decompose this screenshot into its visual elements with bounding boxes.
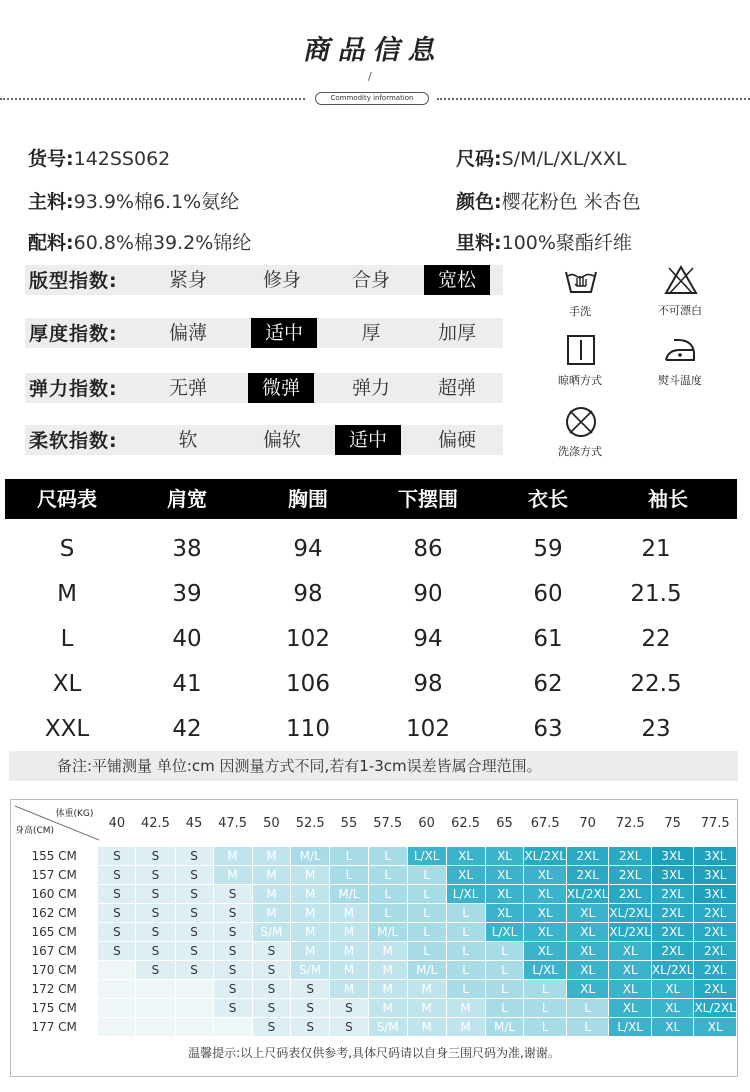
size-value-cell: 106	[286, 671, 330, 697]
grid-size-cell	[98, 980, 136, 999]
weight-header-cell: 60	[407, 800, 446, 847]
size-value-cell: 62	[533, 671, 563, 697]
grid-size-cell: M	[330, 904, 368, 923]
grid-size-cell: XL	[566, 923, 609, 942]
hand-wash-icon	[563, 262, 599, 298]
grid-size-cell	[136, 999, 175, 1018]
grid-size-cell: M	[252, 885, 291, 904]
index-option-selected: 宽松	[424, 265, 490, 295]
grid-size-cell: XL	[485, 904, 524, 923]
size-value-cell: 41	[172, 671, 202, 697]
info-size: 尺码:S/M/L/XL/XXL	[456, 148, 627, 170]
size-header-cell: 肩宽	[167, 487, 207, 511]
grid-size-cell: L	[485, 999, 524, 1018]
size-value-cell: 21.5	[630, 581, 682, 607]
size-value-cell: 102	[406, 716, 450, 742]
grid-size-cell: M	[330, 942, 368, 961]
grid-size-cell: S	[252, 961, 291, 980]
grid-row	[11, 961, 737, 980]
height-header-cell: 157 CM	[11, 866, 98, 885]
height-header-cell: 160 CM	[11, 885, 98, 904]
height-axis-label: 身高(CM)	[15, 826, 55, 836]
weight-header-cell: 45	[175, 800, 213, 847]
grid-size-cell: 2XL	[609, 885, 652, 904]
info-color: 颜色:樱花粉色 米杏色	[456, 191, 641, 213]
grid-size-cell: XL	[446, 847, 485, 866]
grid-size-cell: 2XL	[694, 961, 737, 980]
size-value-cell: 40	[172, 626, 202, 652]
weight-header-cell: 42.5	[136, 800, 175, 847]
grid-size-cell: L	[446, 980, 485, 999]
grid-size-cell: M/L	[368, 923, 407, 942]
grid-size-cell: XL	[609, 961, 652, 980]
grid-size-cell: S	[213, 961, 252, 980]
grid-size-cell: L	[485, 961, 524, 980]
grid-size-cell: M	[368, 980, 407, 999]
care-label-no-bleach: 不可漂白	[658, 304, 702, 317]
grid-size-cell: L	[368, 847, 407, 866]
grid-size-cell: 2XL	[651, 904, 694, 923]
grid-size-cell: S	[213, 904, 252, 923]
grid-size-cell: XL/2XL	[609, 904, 652, 923]
index-option: 加厚	[437, 322, 476, 344]
info-trim-material: 配料:60.8%棉39.2%锦纶	[28, 232, 252, 254]
grid-size-cell: XL	[566, 904, 609, 923]
weight-header-cell: 55	[330, 800, 368, 847]
grid-size-cell: M	[213, 847, 252, 866]
grid-size-cell	[98, 961, 136, 980]
index-row-thickness: 厚度指数: 偏薄 适中 厚 加厚	[25, 318, 503, 348]
grid-size-cell: S	[175, 904, 213, 923]
grid-size-cell: 2XL	[694, 980, 737, 999]
grid-size-cell: S	[330, 1018, 368, 1037]
size-value-cell: 110	[286, 716, 330, 742]
grid-size-cell: S/M	[252, 923, 291, 942]
grid-corner-cell	[11, 800, 98, 847]
grid-size-cell: M	[407, 999, 446, 1018]
grid-size-cell: XL	[566, 942, 609, 961]
grid-size-cell: S	[136, 904, 175, 923]
grid-size-cell: 3XL	[651, 866, 694, 885]
grid-size-cell: L	[446, 942, 485, 961]
grid-size-cell: 2XL	[609, 866, 652, 885]
grid-size-cell: M/L	[330, 885, 368, 904]
grid-size-cell: XL/2XL	[524, 847, 567, 866]
size-header-cell: 胸围	[288, 487, 328, 511]
grid-size-cell: M	[252, 866, 291, 885]
grid-size-cell: L/XL	[485, 923, 524, 942]
height-header-cell: 165 CM	[11, 923, 98, 942]
weight-header-cell: 65	[485, 800, 524, 847]
grid-size-cell: 2XL	[694, 923, 737, 942]
size-value-cell: 23	[641, 716, 671, 742]
index-option: 软	[178, 429, 198, 451]
size-header-cell: 袖长	[648, 487, 688, 511]
grid-row	[11, 942, 737, 961]
grid-size-cell: S	[175, 961, 213, 980]
height-header-cell: 175 CM	[11, 999, 98, 1018]
care-label-hand-wash: 手洗	[569, 305, 591, 318]
size-recommendation-grid	[10, 799, 738, 1077]
dry-method-icon	[563, 332, 599, 368]
grid-size-cell: M	[368, 942, 407, 961]
grid-size-cell: 2XL	[694, 942, 737, 961]
grid-row	[11, 847, 737, 866]
size-label-cell: XXL	[44, 716, 90, 742]
size-value-cell: 63	[533, 716, 563, 742]
grid-size-cell: 2XL	[651, 923, 694, 942]
grid-size-cell: S	[136, 942, 175, 961]
grid-size-cell: S	[213, 885, 252, 904]
size-value-cell: 59	[533, 536, 563, 562]
grid-size-cell: XL	[485, 847, 524, 866]
grid-size-cell: 3XL	[694, 866, 737, 885]
grid-size-cell: XL	[485, 866, 524, 885]
size-value-cell: 98	[413, 671, 443, 697]
size-label-cell: XL	[52, 671, 82, 697]
grid-size-cell: 3XL	[651, 847, 694, 866]
grid-size-cell: XL	[524, 923, 567, 942]
size-value-cell: 102	[286, 626, 330, 652]
size-label-cell: S	[59, 536, 75, 562]
index-option: 偏软	[262, 429, 301, 451]
grid-size-cell: S	[136, 961, 175, 980]
weight-header-cell: 62.5	[446, 800, 485, 847]
height-header-cell: 155 CM	[11, 847, 98, 866]
index-option-selected: 微弹	[248, 373, 314, 403]
grid-size-cell: M	[291, 942, 330, 961]
height-header-cell: 162 CM	[11, 904, 98, 923]
grid-row	[11, 999, 737, 1018]
grid-row	[11, 885, 737, 904]
grid-size-cell: M	[368, 999, 407, 1018]
grid-size-cell: XL	[651, 999, 694, 1018]
grid-size-cell: S	[136, 923, 175, 942]
grid-size-cell: XL	[609, 999, 652, 1018]
weight-header-cell: 75	[651, 800, 694, 847]
index-option: 修身	[262, 269, 301, 291]
grid-size-cell: L	[485, 980, 524, 999]
index-row-softness: 柔软指数: 软 偏软 适中 偏硬	[25, 425, 503, 455]
grid-size-cell: S	[291, 980, 330, 999]
grid-size-cell: XL	[485, 885, 524, 904]
grid-size-cell	[98, 999, 136, 1018]
index-row-fit: 版型指数: 紧身 修身 合身 宽松	[25, 265, 503, 295]
grid-size-cell: XL	[651, 1018, 694, 1037]
weight-header-cell: 72.5	[609, 800, 652, 847]
grid-size-cell: XL	[566, 961, 609, 980]
grid-size-cell: S	[175, 923, 213, 942]
grid-size-cell: 2XL	[694, 904, 737, 923]
grid-size-cell: M	[446, 999, 485, 1018]
grid-size-cell: L	[446, 961, 485, 980]
grid-size-cell: L	[566, 1018, 609, 1037]
grid-size-cell: L	[485, 942, 524, 961]
grid-size-cell: S/M	[368, 1018, 407, 1037]
grid-row	[11, 866, 737, 885]
size-value-cell: 60	[533, 581, 563, 607]
weight-header-cell: 40	[98, 800, 136, 847]
grid-size-cell: XL/2XL	[694, 999, 737, 1018]
weight-header-cell: 47.5	[213, 800, 252, 847]
size-header-cell: 下摆围	[398, 487, 458, 511]
grid-size-cell: L	[407, 923, 446, 942]
grid-size-cell	[136, 1018, 175, 1037]
grid-size-cell: M	[252, 904, 291, 923]
height-header-cell: 172 CM	[11, 980, 98, 999]
grid-size-cell: 2XL	[609, 847, 652, 866]
size-value-cell: 61	[533, 626, 563, 652]
grid-size-cell: S	[136, 885, 175, 904]
weight-header-cell: 57.5	[368, 800, 407, 847]
page-title: 商品信息	[301, 35, 448, 66]
grid-size-cell: XL/2XL	[566, 885, 609, 904]
grid-size-cell: 2XL	[566, 866, 609, 885]
grid-size-cell: M	[330, 923, 368, 942]
grid-size-cell: L/XL	[609, 1018, 652, 1037]
size-value-cell: 22.5	[630, 671, 682, 697]
divider-left	[0, 98, 305, 100]
iron-temp-icon	[662, 332, 698, 368]
grid-size-cell: 2XL	[651, 885, 694, 904]
grid-size-cell: M	[291, 866, 330, 885]
grid-size-cell: S	[175, 866, 213, 885]
size-value-cell: 22	[641, 626, 671, 652]
grid-size-cell: 2XL	[566, 847, 609, 866]
index-option-selected: 适中	[251, 318, 317, 348]
grid-size-cell: XL	[524, 866, 567, 885]
grid-size-cell: L	[407, 885, 446, 904]
grid-size-cell: XL	[524, 942, 567, 961]
size-value-cell: 86	[413, 536, 443, 562]
weight-header-cell: 50	[252, 800, 291, 847]
wash-method-icon	[563, 404, 599, 440]
grid-size-cell: M	[213, 866, 252, 885]
title-slash: /	[368, 70, 372, 83]
height-header-cell: 177 CM	[11, 1018, 98, 1037]
grid-size-cell: XL	[524, 904, 567, 923]
grid-size-cell: S	[98, 923, 136, 942]
grid-size-cell: L	[407, 904, 446, 923]
grid-size-cell: S	[213, 923, 252, 942]
grid-size-cell: M	[291, 923, 330, 942]
size-value-cell: 42	[172, 716, 202, 742]
grid-size-cell	[175, 980, 213, 999]
info-item-no: 货号:142SS062	[28, 148, 171, 170]
grid-size-cell: M	[368, 961, 407, 980]
grid-size-cell: L	[524, 980, 567, 999]
grid-row	[11, 923, 737, 942]
grid-size-cell: S	[136, 866, 175, 885]
index-option: 紧身	[168, 269, 207, 291]
grid-size-cell	[136, 980, 175, 999]
grid-row	[11, 1018, 737, 1037]
grid-size-cell: L	[407, 866, 446, 885]
size-header-cell: 衣长	[528, 487, 568, 511]
grid-size-cell: 3XL	[694, 847, 737, 866]
grid-size-cell	[175, 999, 213, 1018]
grid-size-cell: S/M	[291, 961, 330, 980]
grid-size-cell: L	[330, 847, 368, 866]
size-value-cell: 98	[293, 581, 323, 607]
grid-size-cell: S	[291, 999, 330, 1018]
grid-size-cell: S	[213, 942, 252, 961]
grid-size-cell: L/XL	[407, 847, 446, 866]
grid-size-cell: M	[330, 961, 368, 980]
grid-size-cell: S	[213, 980, 252, 999]
index-option-selected: 适中	[335, 425, 401, 455]
grid-size-cell: S	[98, 866, 136, 885]
grid-size-cell: L	[524, 999, 567, 1018]
grid-size-cell: S	[98, 942, 136, 961]
grid-size-cell: L	[368, 866, 407, 885]
grid-size-cell: L	[446, 904, 485, 923]
size-value-cell: 38	[172, 536, 202, 562]
size-value-cell: 94	[413, 626, 443, 652]
grid-size-cell	[213, 1018, 252, 1037]
grid-size-cell	[175, 1018, 213, 1037]
grid-size-cell: XL	[524, 885, 567, 904]
size-label-cell: M	[57, 581, 77, 607]
grid-size-cell: L	[446, 923, 485, 942]
grid-size-cell: 2XL	[651, 942, 694, 961]
size-label-cell: L	[60, 626, 74, 652]
grid-size-cell: XL/2XL	[651, 961, 694, 980]
size-value-cell: 21	[641, 536, 671, 562]
size-note: 备注:平铺测量 单位:cm 因测量方式不同,若有1-3cm误差皆属合理范围。	[9, 751, 738, 781]
index-option: 偏硬	[437, 429, 476, 451]
grid-size-cell: S	[330, 999, 368, 1018]
grid-size-cell: S	[136, 847, 175, 866]
grid-size-cell: 3XL	[694, 885, 737, 904]
grid-size-cell: M	[291, 885, 330, 904]
height-header-cell: 170 CM	[11, 961, 98, 980]
divider-right	[437, 98, 750, 100]
grid-size-cell: XL	[694, 1018, 737, 1037]
grid-size-cell: L	[407, 942, 446, 961]
grid-size-cell: S	[175, 885, 213, 904]
index-option: 偏薄	[168, 322, 207, 344]
weight-header-cell: 70	[566, 800, 609, 847]
grid-size-cell: XL/2XL	[609, 923, 652, 942]
index-row-elasticity: 弹力指数: 无弹 微弹 弹力 超弹	[25, 373, 503, 403]
weight-header-cell: 52.5	[291, 800, 330, 847]
grid-size-cell: S	[252, 942, 291, 961]
grid-size-cell: S	[175, 847, 213, 866]
grid-size-cell: M	[330, 980, 368, 999]
index-option: 无弹	[168, 377, 207, 399]
index-option: 厚	[361, 322, 381, 344]
grid-size-cell: L	[566, 999, 609, 1018]
care-label-dry-method: 晾晒方式	[558, 374, 602, 387]
grid-size-cell: L/XL	[446, 885, 485, 904]
grid-size-cell: M/L	[407, 961, 446, 980]
grid-size-cell: M	[446, 1018, 485, 1037]
size-header-cell: 尺码表	[37, 487, 97, 511]
care-label-wash-method: 洗涤方式	[558, 445, 602, 458]
grid-size-cell: S	[98, 847, 136, 866]
weight-header-cell: 77.5	[694, 800, 737, 847]
grid-size-cell: M/L	[291, 847, 330, 866]
size-value-cell: 94	[293, 536, 323, 562]
size-value-cell: 90	[413, 581, 443, 607]
care-label-iron-temp: 熨斗温度	[658, 374, 702, 387]
grid-size-cell: S	[252, 980, 291, 999]
grid-size-cell: XL	[446, 866, 485, 885]
index-option: 弹力	[351, 377, 390, 399]
grid-size-cell: S	[175, 942, 213, 961]
grid-size-cell: S	[252, 1018, 291, 1037]
size-tip: 温馨提示:以上尺码表仅供参考,具体尺码请以自身三围尺码为准,谢谢。	[188, 1046, 560, 1060]
height-header-cell: 167 CM	[11, 942, 98, 961]
grid-size-cell	[98, 1018, 136, 1037]
grid-size-cell: L	[368, 904, 407, 923]
index-option: 超弹	[437, 377, 476, 399]
no-bleach-icon	[663, 262, 699, 298]
grid-size-cell: M	[291, 904, 330, 923]
grid-row	[11, 904, 737, 923]
grid-size-cell: XL	[651, 980, 694, 999]
info-lining: 里料:100%聚酯纤维	[456, 232, 632, 254]
grid-size-cell: M	[252, 847, 291, 866]
info-main-material: 主料:93.9%棉6.1%氨纶	[28, 191, 240, 213]
weight-header-cell: 67.5	[524, 800, 567, 847]
recommendation-table	[11, 800, 737, 1037]
grid-size-cell: XL	[609, 980, 652, 999]
grid-size-cell: S	[213, 999, 252, 1018]
grid-size-cell: L/XL	[524, 961, 567, 980]
grid-size-cell: XL	[566, 980, 609, 999]
grid-size-cell: XL	[609, 942, 652, 961]
grid-size-cell: S	[252, 999, 291, 1018]
grid-size-cell: S	[291, 1018, 330, 1037]
grid-size-cell: L	[368, 885, 407, 904]
grid-size-cell: L	[330, 866, 368, 885]
grid-row	[11, 980, 737, 999]
weight-axis-label: 体重(KG)	[55, 809, 94, 819]
grid-size-cell: M	[407, 1018, 446, 1037]
size-table-header	[5, 479, 737, 519]
index-option: 合身	[351, 269, 390, 291]
grid-size-cell: M	[407, 980, 446, 999]
grid-size-cell: S	[98, 885, 136, 904]
grid-size-cell: L	[524, 1018, 567, 1037]
grid-size-cell: M/L	[485, 1018, 524, 1037]
subtitle-pill: Commodity information	[315, 92, 429, 105]
grid-size-cell: S	[98, 904, 136, 923]
size-value-cell: 39	[172, 581, 202, 607]
